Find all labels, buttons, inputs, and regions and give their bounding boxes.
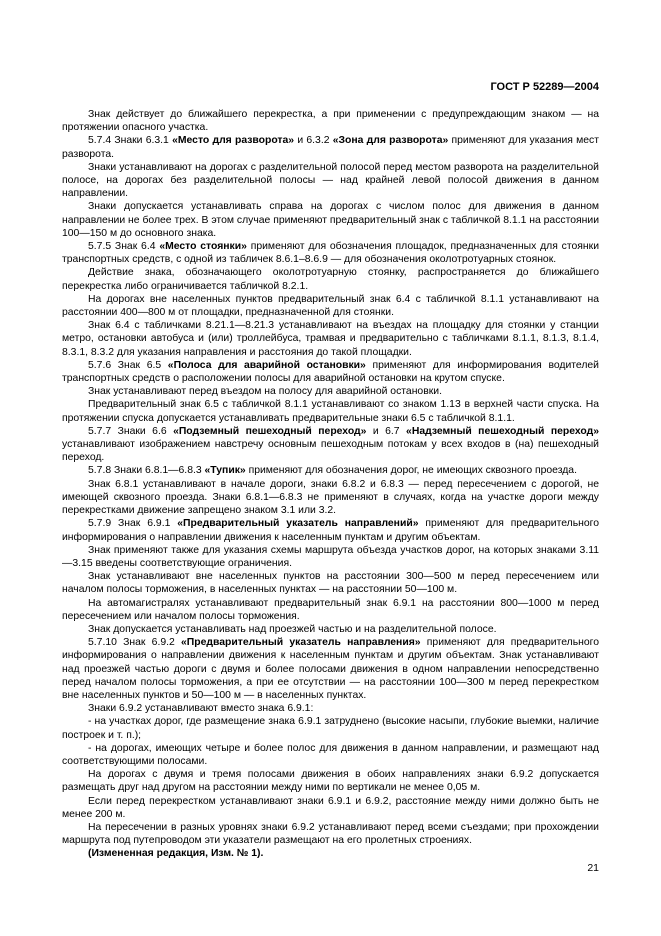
text-run: На автомагистралях устанавливают предварительный знак 6.9.1 на расстоянии 800—1000 м перед пересечением или началом полосы торможения. xyxy=(62,597,599,622)
document-header: ГОСТ Р 52289—2004 xyxy=(490,81,599,93)
paragraph-p01 xyxy=(62,108,599,134)
paragraph-p04 xyxy=(62,200,599,240)
bold-text: «Надземный пешеходный переход» xyxy=(406,425,599,437)
paragraph-p06 xyxy=(62,266,599,292)
text-run: Действие знака, обозначающего околотротуарную стоянку, распространяется до ближайшего перекрестка либо ограничивается табличкой 8.2.1. xyxy=(62,267,599,292)
text-run: Знак устанавливают перед въездом на полосу для аварийной остановки. xyxy=(88,386,442,398)
text-run: Знаки устанавливают на дорогах с разделительной полосой перед местом разворота на разделительной полосе, на дорогах без разделительной полосы — над крайней левой полосой движения в данном направлении. xyxy=(62,161,599,200)
text-run: Знаки 6.9.2 устанавливают вместо знака 6.9.1: xyxy=(88,703,314,715)
paragraph-p19 xyxy=(62,623,599,636)
paragraph-p14 xyxy=(62,478,599,518)
text-run: применяют для указания мест разворота. xyxy=(62,135,600,160)
paragraph-p26 xyxy=(62,821,599,847)
paragraph-p21 xyxy=(62,702,599,715)
text-run: Знак устанавливают вне населенных пунктов на расстоянии 300—500 м перед пересечением или началом полосы торможения, в населенных пунктах — на расстоянии 50—100 м. xyxy=(62,571,599,596)
document-body xyxy=(62,108,599,861)
paragraph-p03 xyxy=(62,161,599,201)
text-run: Знак допускается устанавливать над проезжей частью и на разделительной полосе. xyxy=(88,623,497,635)
text-run: 5.7.5 Знак 6.4 xyxy=(88,241,160,253)
paragraph-p22 xyxy=(62,715,599,741)
text-run: 5.7.8 Знаки 6.8.1—6.8.3 xyxy=(88,465,205,477)
paragraph-p17 xyxy=(62,570,599,596)
text-run: применяют для обозначения площадок, предназначенных для стоянки транспортных средств, с одной из табличек 8.6.1–8.6.9 — для обозначения околотротуарных стоянок. xyxy=(62,241,599,266)
paragraph-p11 xyxy=(62,398,599,424)
text-run: На пересечении в разных уровнях знаки 6.9.2 устанавливают перед всеми съездами; при прохождении маршрута под путепроводом эти указатели размещают на его пролетных строениях. xyxy=(62,821,599,847)
bold-text: «Место для разворота» xyxy=(172,135,295,147)
text-run: 5.7.4 Знаки 6.3.1 xyxy=(88,135,173,147)
text-run: Знак применяют также для указания схемы маршрута объезда участков дорог, на которых знаками 3.11—3.15 введены соответствующие ограничения. xyxy=(62,544,599,569)
text-run: 5.7.7 Знаки 6.6 xyxy=(88,425,174,437)
text-run: Знаки допускается устанавливать справа на дорогах с числом полос для движения в данном направлении не более трех. В этом случае применяют предварительный знак с табличкой 8.1.1 на расстоянии 100—150 м до основного знака. xyxy=(62,201,599,239)
text-run: 5.7.9 Знак 6.9.1 xyxy=(88,518,178,530)
paragraph-p10 xyxy=(62,385,599,398)
text-run: применяют для информирования водителей транспортных средств о расположении полосы для аварийной остановки на крутом спуске. xyxy=(62,359,599,385)
text-run: На дорогах вне населенных пунктов предварительный знак 6.4 с табличкой 8.1.1 устанавливают на расстоянии 400—800 м от площадки, предназначенной для стоянки. xyxy=(62,293,599,319)
text-run: 5.7.10 Знак 6.9.2 xyxy=(88,637,181,649)
bold-text: «Подземный пешеходный переход» xyxy=(173,425,367,437)
paragraph-p09 xyxy=(62,359,599,385)
paragraph-p23 xyxy=(62,742,599,768)
bold-text: «Зона для разворота» xyxy=(332,135,449,147)
paragraph-p13 xyxy=(62,464,599,477)
paragraph-p07 xyxy=(62,293,599,319)
paragraph-p08 xyxy=(62,319,599,359)
text-run: устанавливают изображением навстречу основным пешеходным потокам у всех входов в (на) пешеходный переход. xyxy=(62,439,599,464)
text-run: применяют для предварительного информирования о направлении движения к населенным пунктам и другим объектам. Знак устанавливают над проезжей частью дороги с двумя и более полосами движения в одном направлении непосредственно перед началом полосы торможения, а при ее отсутствии — на расстоянии 100—300 м перед перекрестком вне населенных пунктов и 50—100 м — в населенных пунктах. xyxy=(62,637,599,701)
text-run: Знак 6.8.1 устанавливают в начале дороги, знаки 6.8.2 и 6.8.3 — перед пересечением с дорогой, не имеющей сквозного проезда. Знаки 6.8.1—6.8.3 не применяют в случаях, когда на участке дороги между перекрестками движение запрещено знаком 3.1 или 3.2. xyxy=(62,478,599,517)
paragraph-p02 xyxy=(62,134,599,160)
bold-text: «Место стоянки» xyxy=(159,241,247,253)
text-run: Знак 6.4 с табличками 8.21.1—8.21.3 устанавливают на въездах на площадку для стоянки у станции метро, остановки автобуса и (или) троллейбуса, трамвая и предварительно с табличками 8.1.1, 8.1.3, 8.1.4, 8.3.1, 8.3.2 для указания направления и расстояния до такой площадки. xyxy=(62,320,599,358)
paragraph-p15 xyxy=(62,517,599,543)
text-run: - на участках дорог, где размещение знака 6.9.1 затруднено (высокие насыпи, глубокие выемки, наличие построек и т. п.); xyxy=(62,716,599,741)
text-run: применяют для предварительного информирования о направлении движения к населенным пунктам и другим объектам. xyxy=(62,518,599,543)
paragraph-p18 xyxy=(62,597,599,623)
text-run: Если перед перекрестком устанавливают знаки 6.9.1 и 6.9.2, расстояние между ними должно быть не менее 200 м. xyxy=(62,795,599,820)
paragraph-p12 xyxy=(62,425,599,465)
bold-text: «Тупик» xyxy=(204,465,246,477)
text-run: Знак действует до ближайшего перекрестка, а при применении с предупреждающим знаком — на протяжении опасного участка. xyxy=(62,109,599,134)
text-run: Предварительный знак 6.5 с табличкой 8.1.1 устанавливают со знаком 1.13 в верхней части спуска. На протяжении спуска допускается устанавливать предварительные знаки 6.5 с табличкой 8.1.1. xyxy=(62,399,599,424)
text-run: применяют для обозначения дорог, не имеющих сквозного проезда. xyxy=(245,465,577,477)
paragraph-p20 xyxy=(62,636,599,702)
paragraph-p16 xyxy=(62,544,599,570)
bold-text: «Предварительный указатель направлений» xyxy=(177,518,419,530)
paragraph-p25 xyxy=(62,795,599,821)
text-run: 5.7.6 Знак 6.5 xyxy=(88,359,168,371)
text-run: и 6.7 xyxy=(366,425,407,437)
page-number: 21 xyxy=(587,862,599,874)
text-run: На дорогах с двумя и тремя полосами движения в обоих направлениях знаки 6.9.2 допускается размещать друг над другом на расстоянии между ними по вертикали не менее 0,05 м. xyxy=(62,769,599,794)
paragraph-p24 xyxy=(62,768,599,794)
bold-text: «Полоса для аварийной остановки» xyxy=(167,359,366,371)
bold-text: «Предварительный указатель направления» xyxy=(181,637,421,649)
paragraph-p27 xyxy=(62,847,599,860)
text-run: и 6.3.2 xyxy=(294,135,333,147)
text-run: - на дорогах, имеющих четыре и более полос для движения в данном направлении, и размещают над соответствующими полосами. xyxy=(62,742,599,767)
bold-text: (Измененная редакция, Изм. № 1). xyxy=(88,848,264,860)
paragraph-p05 xyxy=(62,240,599,266)
